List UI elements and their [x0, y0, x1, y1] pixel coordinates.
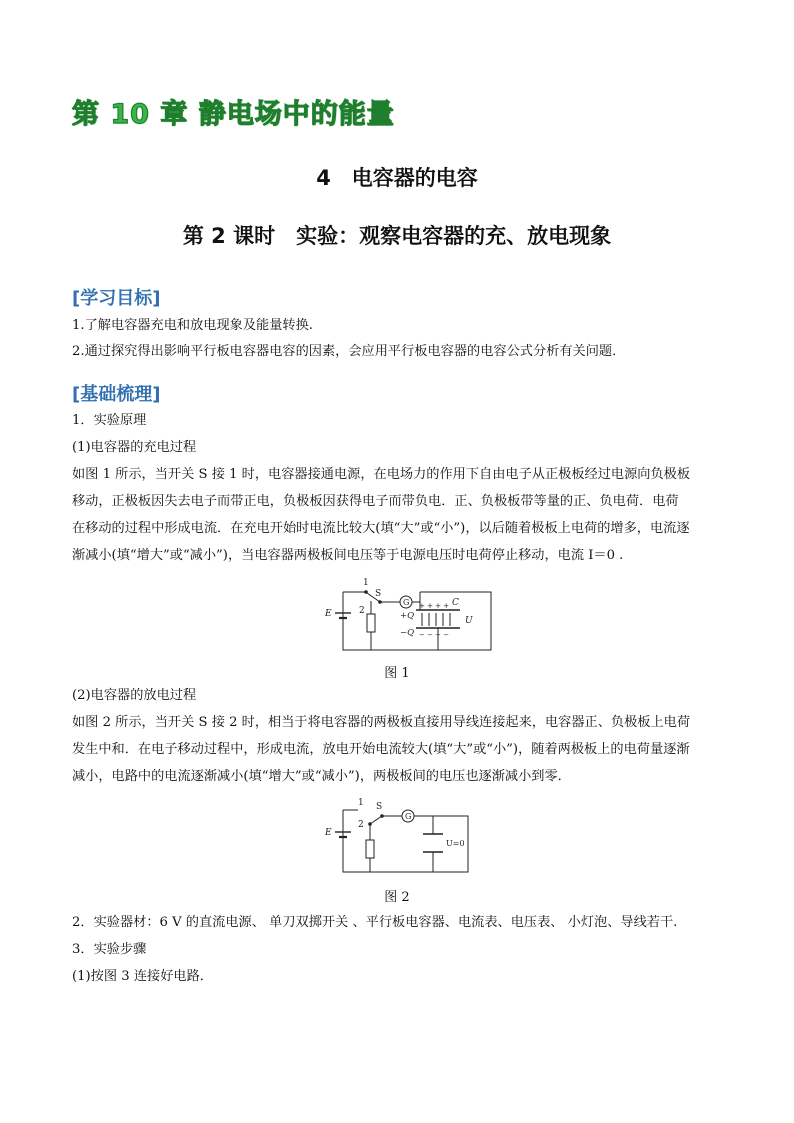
discharge-line-1: 如图 2 所示，当开关 S 接 2 时，相当于将电容器的两极板直接用导线连接起来，电容器正、负极板上电荷 [72, 715, 691, 730]
section-title: 4 电容器的电容 [316, 166, 478, 190]
fig1-plus-signs: + + + + [419, 602, 450, 610]
charge-line-2: 移动，正极板因失去电子而带正电，负极板因获得电子而带负电．正、负极板带等量的正、负电荷．电荷 [72, 494, 679, 509]
basics-heading: [基础梳理] [72, 384, 161, 405]
fig1-plus-q: +Q [400, 611, 415, 621]
charge-title: (1)电容器的充电过程 [72, 440, 197, 455]
discharge-title: (2)电容器的放电过程 [72, 688, 197, 703]
fig1-emf: E [325, 609, 332, 619]
fig1-switch-2: 2 [359, 606, 365, 616]
objectives-heading: [学习目标] [72, 288, 161, 309]
fig2-emf: E [325, 828, 332, 838]
fig2-switch-1: 1 [358, 798, 364, 808]
equipment-line: 2．实验器材：6 V 的直流电源、 单刀双掷开关 、平行板电容器、电流表、电压表、 小灯泡、导线若干. [72, 915, 678, 930]
charge-line-4: 渐减小(填“增大”或“减小”)，当电容器两极板间电压等于电源电压时电荷停止移动，电流 I＝0 . [72, 548, 624, 563]
figure-2-caption: 图 2 [384, 890, 410, 905]
fig1-switch-s: S [375, 589, 382, 599]
figure-2-discharging-circuit [318, 796, 488, 882]
fig2-switch-2: 2 [358, 820, 364, 830]
discharge-line-2: 发生中和．在电子移动过程中，形成电流，放电开始电流较大(填“大”或“小”)，随着两极板上的电荷量逐渐 [72, 742, 690, 757]
fig2-switch-s: S [376, 802, 383, 812]
fig1-cap-c: C [452, 598, 459, 608]
objective-item-2: 2.通过探究得出影响平行板电容器电容的因素，会应用平行板电容器的电容公式分析有关问题． [72, 344, 626, 359]
charge-line-3: 在移动的过程中形成电流．在充电开始时电流比较大(填“大”或“小”)，以后随着极板上电荷的增多，电流逐 [72, 521, 690, 536]
fig1-minus-q: −Q [400, 628, 415, 638]
objective-item-1: 1.了解电容器充电和放电现象及能量转换. [72, 318, 313, 333]
fig1-voltage-u: U [465, 616, 473, 626]
steps-heading: 3．实验步骤 [72, 942, 147, 957]
fig1-switch-1: 1 [363, 578, 369, 588]
charge-line-1: 如图 1 所示，当开关 S 接 1 时，电容器接通电源，在电场力的作用下自由电子从正极板经过电源向负极板 [72, 467, 691, 482]
lesson-title: 第 2 课时 实验：观察电容器的充、放电现象 [182, 224, 612, 248]
fig1-minus-signs: − − − − [419, 631, 450, 639]
chapter-title: 第 10 章 静电场中的能量 [72, 99, 395, 130]
figure-1-caption: 图 1 [384, 666, 410, 681]
fig2-voltage: U=0 [446, 839, 465, 848]
principle-heading: 1．实验原理 [72, 413, 147, 428]
discharge-line-3: 减小，电路中的电流逐渐减小(填“增大”或“减小”)，两极板间的电压也逐渐减小到零． [72, 769, 571, 784]
fig2-meter-g: G [405, 812, 412, 821]
figure-1-charging-circuit [318, 574, 498, 658]
step-1: (1)按图 3 连接好电路． [72, 969, 213, 984]
fig1-meter-g: G [403, 598, 410, 607]
